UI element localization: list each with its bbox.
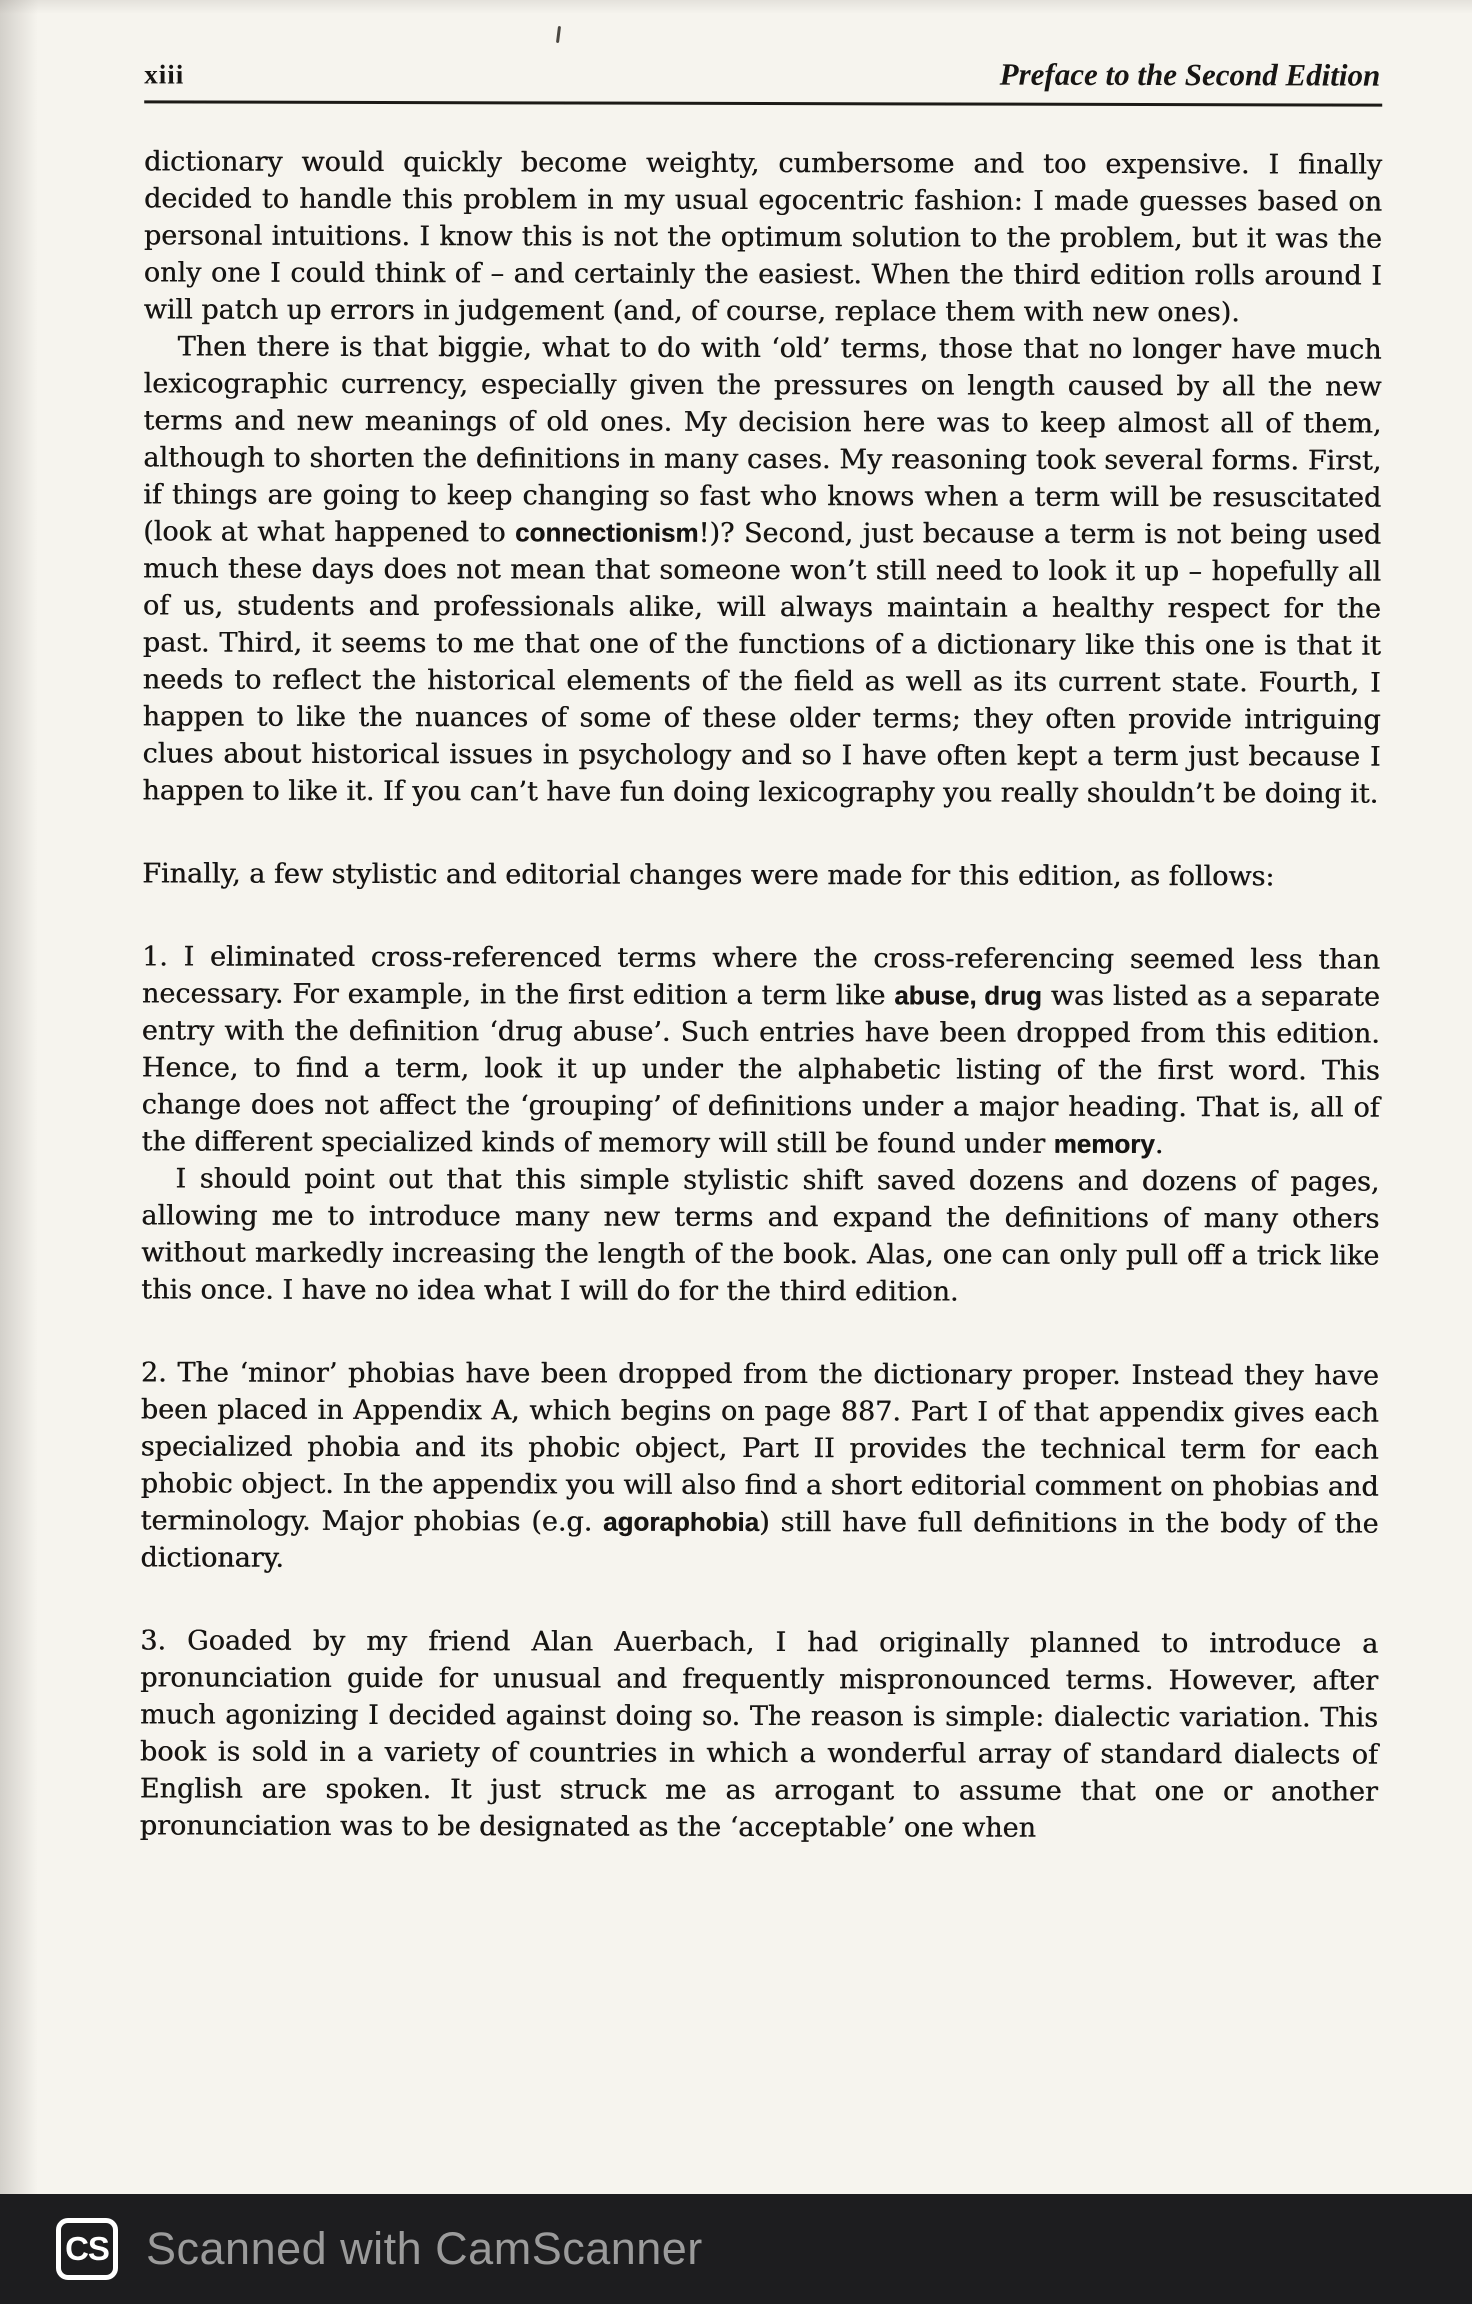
page-header [144,54,1382,103]
bold-term: connectionism [515,517,699,548]
page-content [140,54,1383,1847]
paragraph: 3. Goaded by my friend Alan Auerbach, I had originally planned to introduce a pronunciation guide for unusual and frequently mispronounced terms. However, after much agonizing I decided against doing so. The reason is simple: dialectic variation. This book is sold in a variety of countries in which a wonderful array of standard dialects of English are spoken. It just struck me as arrogant to assume that one or another pronunciation was to be designated as the ‘acceptable’ one when [139,1625,1379,1844]
scan-artifact [556,26,561,43]
paragraph: Finally, a few stylistic and editorial changes were made for this edition, as follows: [142,858,1275,893]
paragraph: Then there is that biggie, what to do with ‘old’ terms, those that no longer have much lexicographic currency, especially given the pressures on length caused by all the new terms and new meanings of old ones. My decision here was to keep almost all of them, although to shorten the definitions in many cases. My reasoning took several forms. First, if things are going to keep changing so fast who knows when a term will be resuscitated (look at what happened to connectionism!)? Second, just because a term is not being used much these days does not mean that someone won’t still need to look it up – hopefully all of us, students and professionals alike, will always maintain a healthy respect for the past. Third, it seems to me that one of the functions of a dictionary like this one is that it needs to reflect the historical elements of the field as well as its current state. Fourth, I happen to like the nuances of some of these older terms; they often provide intriguing clues about historical issues in psychology and so I have often kept a term just because I happen to like it. If you can’t have fun doing lexicography you really shouldn’t be doing it. [142,331,1382,810]
running-head-title: Preface to the Second Edition [999,56,1381,93]
camscanner-footer [0,2194,1472,2304]
scan-edge-shadow-top [0,0,1472,14]
paragraph: dictionary would quickly become weighty, cumbersome and too expensive. I finally decided to handle this problem in my usual egocentric fashion: I made guesses based on personal intuitions. I know this is not the optimum solution to the problem, but it was the only one I could think of – and certainly the easiest. When the third edition rolls around I will patch up errors in judgement (and, of course, replace them with new ones). [143,146,1383,329]
camscanner-watermark-text: Scanned with CamScanner [146,2223,703,2274]
page-number: xiii [144,59,185,90]
page-body [140,143,1382,1847]
paragraph: 1. I eliminated cross-referenced terms where the cross-referencing seemed less than necessary. For example, in the first edition a term like abuse, drug was listed as a separate entry with the definition ‘drug abuse’. Such entries have been dropped from this edition. Hence, to find a term, look it up under the alphabetic listing of the first word. This change does not affect the ‘grouping’ of definitions under a major heading. That is, all of the different specialized kinds of memory will still be found under memory. [141,941,1381,1161]
paragraph: I should point out that this simple stylistic shift saved dozens and dozens of pages, allowing me to introduce many new terms and expand the definitions of many others without markedly increasing the length of the book. Alas, one can only pull off a trick like this once. I have no idea what I will do for the third edition. [141,1163,1380,1308]
bold-term: memory [1053,1128,1155,1160]
camscanner-logo-icon: CS [56,2218,118,2280]
scan-edge-shadow [0,0,38,2304]
paragraph: 2. The ‘minor’ phobias have been dropped from the dictionary proper. Instead they have been placed in Appendix A, which begins on page 887. Part I of that appendix gives each specialized phobia and its phobic object, Part II provides the technical term for each phobic object. In the appendix you will also find a short editorial comment on phobias and terminology. Major phobias (e.g. agoraphobia) still have full definitions in the body of the dictionary. [140,1357,1379,1574]
bold-term: abuse, drug [894,980,1042,1011]
bold-term: agoraphobia [603,1506,760,1537]
